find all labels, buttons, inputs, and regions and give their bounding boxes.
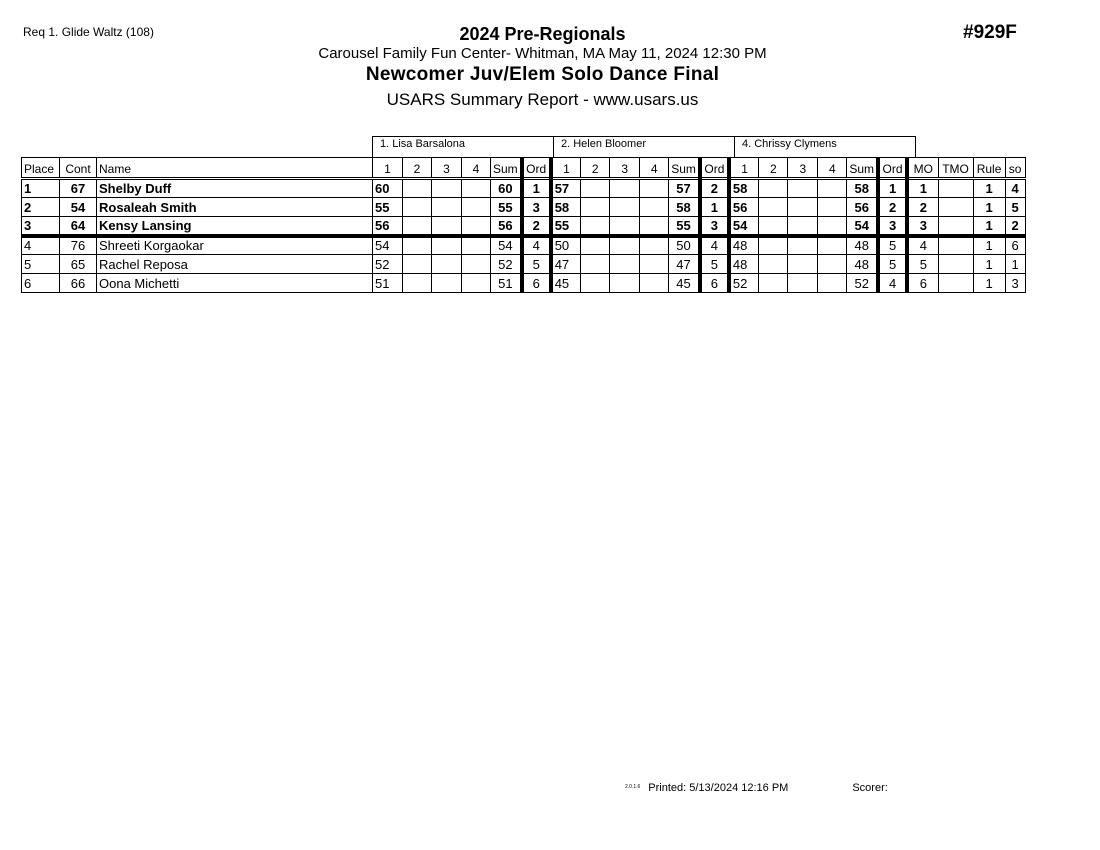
tmo-cell xyxy=(938,217,973,236)
table-row xyxy=(22,179,1026,198)
judge-2-score-1-cell: 55 xyxy=(551,217,581,236)
judge-1-score-2-cell xyxy=(403,274,432,293)
judge-1-score-1-cell: 60 xyxy=(373,179,403,198)
judge-3-label: 4. Chrissy Clymens xyxy=(735,136,916,158)
judge-3-ordinal-cell: 3 xyxy=(878,217,907,236)
judge-2-score-3-cell xyxy=(610,274,640,293)
table-row xyxy=(22,255,1026,274)
judge-2-ordinal-cell: 1 xyxy=(700,198,729,217)
col-j1-s2: 2 xyxy=(403,158,432,179)
col-j3-s2: 2 xyxy=(759,158,788,179)
judge-3-score-1-cell: 58 xyxy=(729,179,759,198)
table-row xyxy=(22,236,1026,255)
judge-2-ordinal-cell: 6 xyxy=(700,274,729,293)
judge-2-label: 2. Helen Bloomer xyxy=(554,136,735,158)
judge-2-score-4-cell xyxy=(640,236,669,255)
judge-3-score-1-cell: 52 xyxy=(729,274,759,293)
judge-2-score-3-cell xyxy=(610,179,640,198)
table-row xyxy=(22,217,1026,236)
tmo-cell xyxy=(938,274,973,293)
so-cell: 5 xyxy=(1005,198,1025,217)
judge-3-sum-cell: 48 xyxy=(847,255,878,274)
column-header-row xyxy=(22,158,1026,179)
judge-3-score-1-cell: 56 xyxy=(729,198,759,217)
col-j3-s3: 3 xyxy=(788,158,818,179)
place-cell: 1 xyxy=(22,179,60,198)
judge-3-score-3-cell xyxy=(788,179,818,198)
judge-1-label: 1. Lisa Barsalona xyxy=(372,136,554,158)
judge-1-ordinal-cell: 2 xyxy=(522,217,551,236)
judge-1-score-4-cell xyxy=(462,236,491,255)
tmo-cell xyxy=(938,179,973,198)
judge-2-score-4-cell xyxy=(640,217,669,236)
judge-1-score-2-cell xyxy=(403,255,432,274)
so-cell: 2 xyxy=(1005,217,1025,236)
judge-1-score-3-cell xyxy=(432,236,462,255)
report-title: 2024 Pre-Regionals xyxy=(459,24,626,44)
judge-2-ordinal-cell: 5 xyxy=(700,255,729,274)
col-j3-sum: Sum xyxy=(847,158,878,179)
judge-2-sum-cell: 47 xyxy=(669,255,700,274)
judge-2-score-1-cell: 58 xyxy=(551,198,581,217)
judge-2-score-1-cell: 47 xyxy=(551,255,581,274)
col-j1-s3: 3 xyxy=(432,158,462,179)
judge-3-score-4-cell xyxy=(818,179,847,198)
judge-3-score-3-cell xyxy=(788,217,818,236)
judge-3-sum-cell: 54 xyxy=(847,217,878,236)
judge-1-score-3-cell xyxy=(432,274,462,293)
judge-3-score-3-cell xyxy=(788,274,818,293)
judge-3-score-3-cell xyxy=(788,198,818,217)
skater-name-cell: Rosaleah Smith xyxy=(97,198,373,217)
judge-1-score-2-cell xyxy=(403,236,432,255)
event-code: #929F xyxy=(963,22,1017,43)
rule-cell: 1 xyxy=(973,217,1005,236)
mo-cell: 6 xyxy=(907,274,938,293)
judge-3-score-1-cell: 54 xyxy=(729,217,759,236)
tmo-cell xyxy=(938,198,973,217)
judge-1-sum-cell: 54 xyxy=(491,236,522,255)
judge-2-score-4-cell xyxy=(640,198,669,217)
judge-3-score-2-cell xyxy=(759,236,788,255)
judge-3-score-4-cell xyxy=(818,255,847,274)
col-j3-ord: Ord xyxy=(878,158,907,179)
col-rule: Rule xyxy=(973,158,1005,179)
table-row xyxy=(22,274,1026,293)
judge-3-score-2-cell xyxy=(759,179,788,198)
judge-1-score-4-cell xyxy=(462,217,491,236)
so-cell: 4 xyxy=(1005,179,1025,198)
judge-3-score-4-cell xyxy=(818,217,847,236)
judge-2-sum-cell: 57 xyxy=(669,179,700,198)
col-tmo: TMO xyxy=(938,158,973,179)
event-name: Newcomer Juv/Elem Solo Dance Final xyxy=(365,64,720,85)
contestant-number-cell: 66 xyxy=(60,274,97,293)
rule-cell: 1 xyxy=(973,255,1005,274)
judge-2-sum-cell: 55 xyxy=(669,217,700,236)
tmo-cell xyxy=(938,236,973,255)
col-j2-s3: 3 xyxy=(610,158,640,179)
judge-1-sum-cell: 51 xyxy=(491,274,522,293)
judge-1-score-3-cell xyxy=(432,198,462,217)
col-so: so xyxy=(1005,158,1025,179)
judge-2-score-2-cell xyxy=(581,217,610,236)
judge-1-ordinal-cell: 3 xyxy=(522,198,551,217)
rule-cell: 1 xyxy=(973,179,1005,198)
version-mark: 2.0.1.6 xyxy=(625,784,641,790)
judge-header-row xyxy=(372,136,916,157)
judge-3-score-4-cell xyxy=(818,274,847,293)
col-j1-sum: Sum xyxy=(491,158,522,179)
col-j2-s1: 1 xyxy=(551,158,581,179)
col-j2-ord: Ord xyxy=(700,158,729,179)
judge-1-sum-cell: 56 xyxy=(491,217,522,236)
judge-3-ordinal-cell: 5 xyxy=(878,255,907,274)
judge-3-score-4-cell xyxy=(818,236,847,255)
judge-2-score-2-cell xyxy=(581,198,610,217)
col-j2-sum: Sum xyxy=(669,158,700,179)
judge-2-score-4-cell xyxy=(640,179,669,198)
judge-2-score-2-cell xyxy=(581,255,610,274)
judge-3-ordinal-cell: 4 xyxy=(878,274,907,293)
judge-1-ordinal-cell: 5 xyxy=(522,255,551,274)
judge-3-score-2-cell xyxy=(759,274,788,293)
report-name: USARS Summary Report - www.usars.us xyxy=(386,90,699,109)
judge-1-score-1-cell: 52 xyxy=(373,255,403,274)
report-footer xyxy=(625,782,888,794)
judge-2-score-2-cell xyxy=(581,274,610,293)
contestant-number-cell: 67 xyxy=(60,179,97,198)
judge-1-score-1-cell: 55 xyxy=(373,198,403,217)
judge-1-score-1-cell: 54 xyxy=(373,236,403,255)
rule-cell: 1 xyxy=(973,198,1005,217)
skater-name-cell: Shreeti Korgaokar xyxy=(97,236,373,255)
judge-3-score-2-cell xyxy=(759,255,788,274)
skater-name-cell: Kensy Lansing xyxy=(97,217,373,236)
judge-1-score-4-cell xyxy=(462,255,491,274)
table-row xyxy=(22,198,1026,217)
tmo-cell xyxy=(938,255,973,274)
judge-2-score-4-cell xyxy=(640,255,669,274)
judge-1-score-3-cell xyxy=(432,179,462,198)
judge-1-ordinal-cell: 1 xyxy=(522,179,551,198)
mo-cell: 3 xyxy=(907,217,938,236)
judge-3-ordinal-cell: 1 xyxy=(878,179,907,198)
judge-1-score-3-cell xyxy=(432,255,462,274)
judge-1-score-1-cell: 56 xyxy=(373,217,403,236)
col-place: Place xyxy=(22,158,60,179)
col-j2-s4: 4 xyxy=(640,158,669,179)
requirement-label: Req 1. Glide Waltz (108) xyxy=(23,25,154,39)
col-j1-s4: 4 xyxy=(462,158,491,179)
contestant-number-cell: 65 xyxy=(60,255,97,274)
judge-1-sum-cell: 55 xyxy=(491,198,522,217)
rule-cell: 1 xyxy=(973,236,1005,255)
judge-3-score-1-cell: 48 xyxy=(729,255,759,274)
contestant-number-cell: 54 xyxy=(60,198,97,217)
judge-3-score-2-cell xyxy=(759,217,788,236)
judge-1-score-4-cell xyxy=(462,179,491,198)
judge-2-sum-cell: 45 xyxy=(669,274,700,293)
judge-1-score-2-cell xyxy=(403,198,432,217)
judge-3-score-2-cell xyxy=(759,198,788,217)
judge-1-score-3-cell xyxy=(432,217,462,236)
judge-3-score-3-cell xyxy=(788,255,818,274)
printed-timestamp: Printed: 5/13/2024 12:16 PM xyxy=(648,782,789,794)
col-j3-s1: 1 xyxy=(729,158,759,179)
place-cell: 2 xyxy=(22,198,60,217)
judge-1-ordinal-cell: 4 xyxy=(522,236,551,255)
judge-2-score-3-cell xyxy=(610,236,640,255)
so-cell: 1 xyxy=(1005,255,1025,274)
judge-2-ordinal-cell: 2 xyxy=(700,179,729,198)
judge-3-score-1-cell: 48 xyxy=(729,236,759,255)
mo-cell: 4 xyxy=(907,236,938,255)
judge-3-sum-cell: 58 xyxy=(847,179,878,198)
judge-2-score-4-cell xyxy=(640,274,669,293)
judge-2-score-3-cell xyxy=(610,255,640,274)
col-j1-ord: Ord xyxy=(522,158,551,179)
judge-1-score-2-cell xyxy=(403,179,432,198)
place-cell: 3 xyxy=(22,217,60,236)
judge-2-score-1-cell: 45 xyxy=(551,274,581,293)
judge-2-score-1-cell: 50 xyxy=(551,236,581,255)
results-table xyxy=(21,157,1026,293)
judge-3-ordinal-cell: 2 xyxy=(878,198,907,217)
judge-1-ordinal-cell: 6 xyxy=(522,274,551,293)
so-cell: 6 xyxy=(1005,236,1025,255)
judge-3-score-4-cell xyxy=(818,198,847,217)
place-cell: 4 xyxy=(22,236,60,255)
judge-3-sum-cell: 52 xyxy=(847,274,878,293)
judge-2-score-3-cell xyxy=(610,198,640,217)
judge-2-score-1-cell: 57 xyxy=(551,179,581,198)
venue-line: Carousel Family Fun Center- Whitman, MA May 11, 2024 12:30 PM xyxy=(318,45,767,62)
judge-2-score-2-cell xyxy=(581,179,610,198)
skater-name-cell: Rachel Reposa xyxy=(97,255,373,274)
judge-3-ordinal-cell: 5 xyxy=(878,236,907,255)
place-cell: 6 xyxy=(22,274,60,293)
col-mo: MO xyxy=(907,158,938,179)
judge-1-sum-cell: 52 xyxy=(491,255,522,274)
col-j3-s4: 4 xyxy=(818,158,847,179)
mo-cell: 1 xyxy=(907,179,938,198)
place-cell: 5 xyxy=(22,255,60,274)
judge-1-score-2-cell xyxy=(403,217,432,236)
skater-name-cell: Shelby Duff xyxy=(97,179,373,198)
col-cont: Cont xyxy=(60,158,97,179)
contestant-number-cell: 76 xyxy=(60,236,97,255)
col-name: Name xyxy=(97,158,373,179)
judge-3-score-3-cell xyxy=(788,236,818,255)
judge-2-sum-cell: 50 xyxy=(669,236,700,255)
judge-2-score-3-cell xyxy=(610,217,640,236)
contestant-number-cell: 64 xyxy=(60,217,97,236)
judge-3-sum-cell: 48 xyxy=(847,236,878,255)
judge-1-sum-cell: 60 xyxy=(491,179,522,198)
judge-1-score-4-cell xyxy=(462,198,491,217)
so-cell: 3 xyxy=(1005,274,1025,293)
judge-2-score-2-cell xyxy=(581,236,610,255)
judge-1-score-4-cell xyxy=(462,274,491,293)
col-j1-s1: 1 xyxy=(373,158,403,179)
skater-name-cell: Oona Michetti xyxy=(97,274,373,293)
rule-cell: 1 xyxy=(973,274,1005,293)
judge-1-score-1-cell: 51 xyxy=(373,274,403,293)
judge-2-ordinal-cell: 3 xyxy=(700,217,729,236)
judge-3-sum-cell: 56 xyxy=(847,198,878,217)
judge-2-sum-cell: 58 xyxy=(669,198,700,217)
judge-2-ordinal-cell: 4 xyxy=(700,236,729,255)
mo-cell: 5 xyxy=(907,255,938,274)
col-j2-s2: 2 xyxy=(581,158,610,179)
mo-cell: 2 xyxy=(907,198,938,217)
scorer-label: Scorer: xyxy=(852,782,888,794)
